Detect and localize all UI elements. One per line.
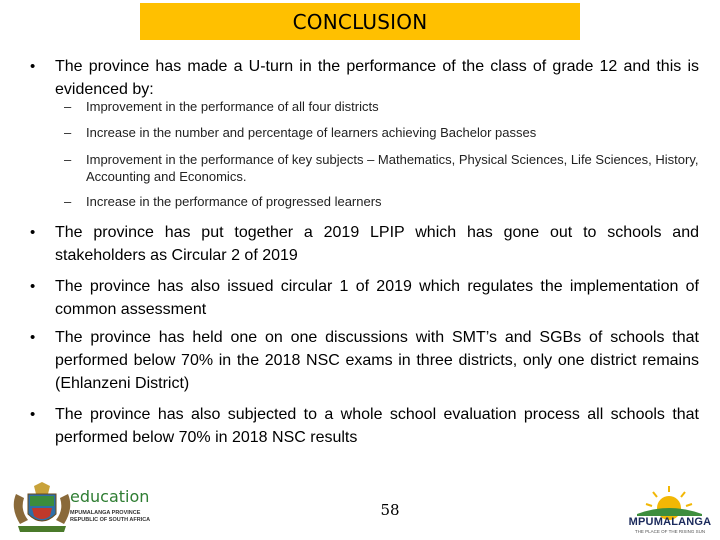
sub-bullet-marker: – (64, 125, 72, 140)
bullet-marker: • (30, 58, 36, 75)
bullet-text: The province has made a U-turn in the performance of the class of grade 12 and this is evidenced by: (55, 58, 699, 98)
sub-bullet-text: Improvement in the performance of all four districts (86, 99, 379, 114)
sub-bullet-text: Improvement in the performance of key subjects – Mathematics, Physical Sciences, Life Sciences, History, Accounting and Economics. (86, 152, 699, 184)
mpumalanga-logo-tagline: THE PLACE OF THE RISING SUN (634, 529, 706, 534)
bullet-marker: • (30, 406, 36, 423)
bullet-text: The province has held one on one discussions with SMT’s and SGBs of schools that performed below 70% in the 2018 NSC exams in three districts, only one district remains (Ehlanzeni District) (55, 329, 699, 392)
sub-bullet-marker: – (64, 99, 72, 114)
education-logo-word: education (70, 487, 150, 506)
bullet-text: The province has also subjected to a whole school evaluation process all schools that performed below 70% in 2018 NSC results (55, 406, 699, 446)
slide-title: CONCLUSION (292, 9, 428, 34)
bullet-marker: • (30, 224, 36, 241)
bullet-text: The province has put together a 2019 LPIP which has gone out to schools and stakeholders as Circular 2 of 2019 (55, 224, 699, 264)
mpumalanga-logo-word: MPUMALANGA (628, 516, 712, 528)
bullet-marker: • (30, 278, 36, 295)
bullet-text: The province has also issued circular 1 of 2019 which regulates the implementation of common assessment (55, 278, 699, 318)
page-number: 58 (380, 501, 400, 519)
education-logo-subtitle: MPUMALANGA PROVINCE REPUBLIC OF SOUTH AFRICA (70, 510, 151, 523)
slide-title-bar (140, 3, 580, 40)
sub-bullet-text: Increase in the performance of progressed learners (86, 194, 382, 209)
bullet-marker: • (30, 329, 36, 346)
sub-bullet-marker: – (64, 194, 72, 209)
sub-bullet-marker: – (64, 152, 72, 167)
sub-bullet-text: Increase in the number and percentage of learners achieving Bachelor passes (86, 125, 537, 140)
